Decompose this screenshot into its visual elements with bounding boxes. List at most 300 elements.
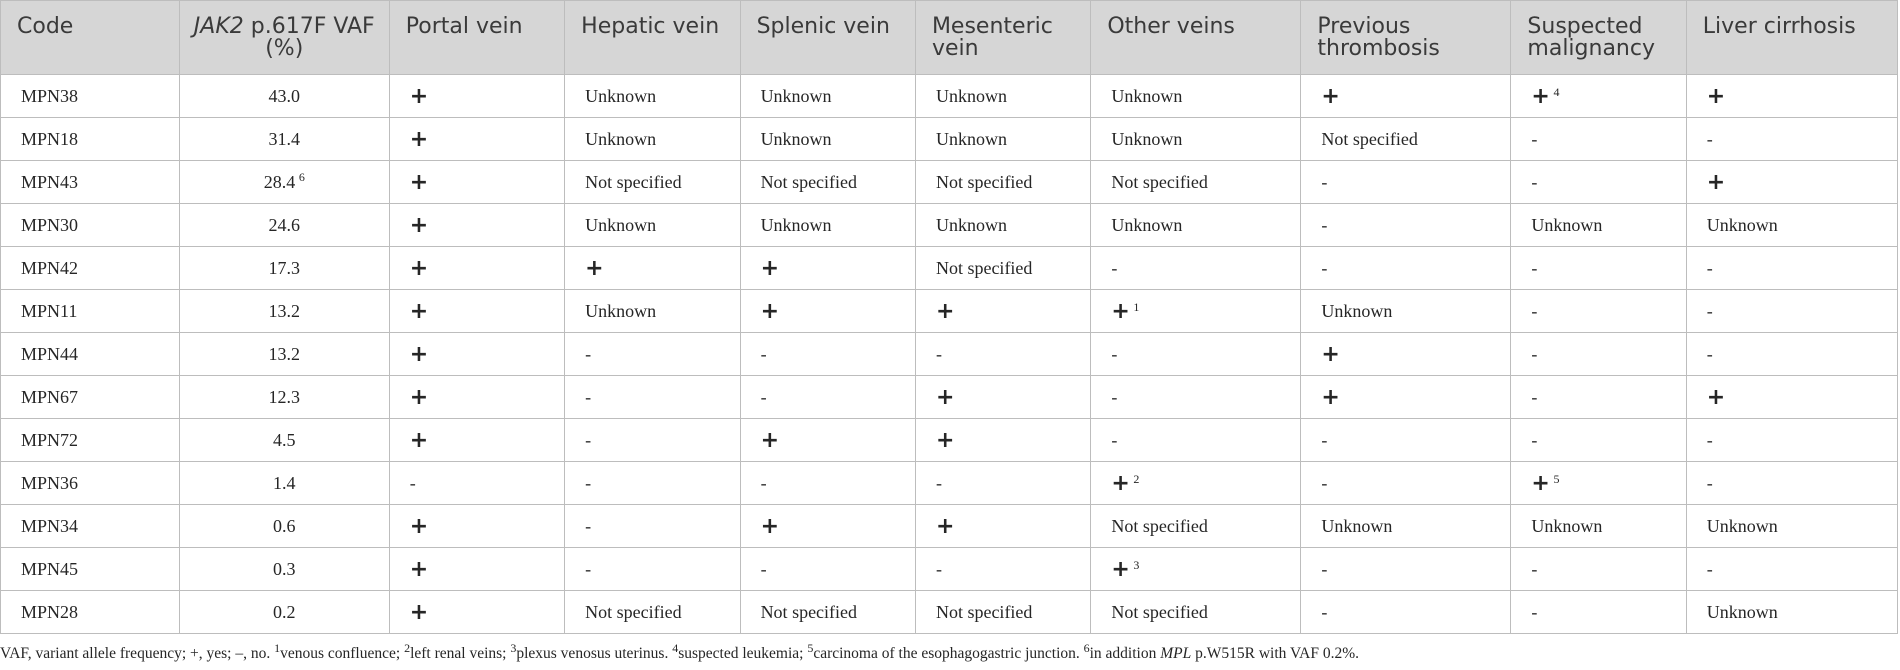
cell-liver-cirrhosis-value: - — [1706, 343, 1713, 364]
cell-splenic-vein-value: Unknown — [760, 214, 832, 235]
cell-hepatic-vein-value: - — [585, 515, 592, 536]
cell-mesenteric-vein — [915, 548, 1090, 591]
table-row — [1, 505, 1898, 548]
cell-hepatic-vein-value: - — [585, 343, 592, 364]
table-footnote — [0, 640, 1898, 663]
cell-mesenteric-vein-value: - — [935, 343, 942, 364]
footnote-text-4: suspected leukemia; — [678, 645, 804, 662]
cell-mesenteric-vein — [915, 376, 1090, 419]
cell-portal-vein-value: - — [409, 472, 416, 493]
cell-vaf — [179, 118, 389, 161]
cell-previous-thrombosis-value: Unknown — [1321, 300, 1393, 321]
header-splenic-vein: Splenic vein — [740, 1, 915, 75]
cell-other-veins-value: Not specified — [1111, 171, 1208, 192]
cell-previous-thrombosis — [1301, 161, 1511, 204]
cell-vaf-value: 13.2 — [268, 300, 301, 321]
table-row — [1, 333, 1898, 376]
cell-portal-vein-value: + — [409, 513, 429, 539]
cell-vaf — [179, 247, 389, 290]
cell-portal-vein — [389, 591, 564, 634]
cell-hepatic-vein-value: Unknown — [585, 128, 657, 149]
header-mesenteric-vein: Mesenteric vein — [915, 1, 1090, 75]
cell-other-veins — [1091, 548, 1301, 591]
cell-vaf — [179, 290, 389, 333]
cell-portal-vein — [389, 333, 564, 376]
footnote-gene-mpl: MPL — [1160, 645, 1192, 662]
table-row — [1, 290, 1898, 333]
cell-mesenteric-vein — [915, 118, 1090, 161]
cell-suspected-malignancy-footnote-mark: 4 — [1553, 84, 1560, 99]
footnote-abbreviations: VAF, variant allele frequency; +, yes; –, no. — [0, 645, 271, 662]
cell-vaf-value: 12.3 — [268, 386, 301, 407]
table-body — [1, 75, 1898, 634]
cell-mesenteric-vein-value: Unknown — [935, 85, 1007, 106]
table-row — [1, 118, 1898, 161]
cell-liver-cirrhosis — [1686, 118, 1897, 161]
cell-mesenteric-vein-value: + — [935, 384, 955, 410]
header-portal-vein: Portal vein — [389, 1, 564, 75]
cell-vaf-value: 24.6 — [268, 214, 301, 235]
header-suspected-malignancy: Suspected malignancy — [1511, 1, 1686, 75]
cell-mesenteric-vein — [915, 591, 1090, 634]
cell-portal-vein-value: + — [409, 384, 429, 410]
cell-vaf-footnote-mark: 6 — [298, 169, 305, 184]
cell-splenic-vein — [740, 247, 915, 290]
cell-hepatic-vein-value: Not specified — [585, 171, 682, 192]
cell-suspected-malignancy-value: - — [1531, 601, 1538, 622]
cell-splenic-vein — [740, 75, 915, 118]
cell-suspected-malignancy-value: - — [1531, 429, 1538, 450]
cell-liver-cirrhosis-value: + — [1706, 384, 1726, 410]
cell-liver-cirrhosis — [1686, 548, 1897, 591]
cell-mesenteric-vein-value: Unknown — [935, 214, 1007, 235]
cell-other-veins-value: Unknown — [1111, 214, 1183, 235]
cell-code-value: MPN38 — [21, 85, 79, 106]
cell-code — [1, 161, 180, 204]
cell-vaf-value: 13.2 — [268, 343, 301, 364]
footnote-text-2: left renal veins; — [410, 645, 507, 662]
cell-suspected-malignancy — [1511, 591, 1686, 634]
cell-mesenteric-vein-value: Not specified — [935, 257, 1033, 278]
cell-vaf — [179, 548, 389, 591]
cell-vaf-value: 0.6 — [273, 515, 296, 536]
cell-splenic-vein — [740, 333, 915, 376]
cell-splenic-vein — [740, 419, 915, 462]
cell-liver-cirrhosis — [1686, 75, 1897, 118]
cell-suspected-malignancy — [1511, 118, 1686, 161]
cell-code — [1, 548, 180, 591]
cell-code — [1, 333, 180, 376]
cell-portal-vein-value: + — [409, 255, 429, 281]
cell-suspected-malignancy-value: - — [1531, 343, 1538, 364]
cell-portal-vein — [389, 247, 564, 290]
cell-mesenteric-vein — [915, 419, 1090, 462]
cell-suspected-malignancy-value: - — [1531, 171, 1538, 192]
table-row — [1, 419, 1898, 462]
cell-mesenteric-vein-value: + — [935, 513, 955, 539]
cell-mesenteric-vein — [915, 462, 1090, 505]
cell-previous-thrombosis-value: - — [1321, 429, 1328, 450]
cell-code-value: MPN36 — [21, 472, 79, 493]
cell-portal-vein-value: + — [409, 126, 429, 152]
table-row — [1, 462, 1898, 505]
cell-other-veins-footnote-mark: 2 — [1133, 471, 1140, 486]
cell-splenic-vein-value: - — [760, 558, 767, 579]
cell-liver-cirrhosis-value: + — [1706, 83, 1726, 109]
cell-hepatic-vein-value: Unknown — [585, 214, 657, 235]
cell-vaf-value: 0.2 — [273, 601, 296, 622]
cell-other-veins-value: - — [1111, 386, 1118, 407]
cell-vaf-value: 28.4 — [263, 171, 296, 192]
cell-splenic-vein-value: Unknown — [760, 85, 832, 106]
cell-previous-thrombosis — [1301, 118, 1511, 161]
header-vaf-label: p.617F VAF (%) — [250, 14, 375, 61]
cell-code-value: MPN72 — [21, 429, 79, 450]
cell-splenic-vein-value: - — [760, 472, 767, 493]
cell-hepatic-vein — [565, 333, 740, 376]
cell-other-veins-footnote-mark: 1 — [1133, 299, 1140, 314]
cell-mesenteric-vein — [915, 204, 1090, 247]
cell-splenic-vein-value: + — [760, 427, 779, 453]
cell-suspected-malignancy-value: - — [1531, 386, 1538, 407]
cell-previous-thrombosis — [1301, 204, 1511, 247]
footnote-mark-5: 5 — [807, 640, 814, 655]
cell-other-veins-value: - — [1111, 429, 1118, 450]
cell-suspected-malignancy — [1511, 419, 1686, 462]
cell-liver-cirrhosis — [1686, 505, 1897, 548]
cell-code-value: MPN18 — [21, 128, 79, 149]
cell-splenic-vein — [740, 591, 915, 634]
cell-other-veins — [1091, 462, 1301, 505]
cell-splenic-vein — [740, 204, 915, 247]
cell-mesenteric-vein-value: + — [935, 427, 955, 453]
cell-hepatic-vein-value: - — [585, 429, 592, 450]
cell-other-veins-value: Unknown — [1111, 128, 1183, 149]
cell-liver-cirrhosis-value: Unknown — [1706, 214, 1778, 235]
cell-other-veins-value: Unknown — [1111, 85, 1183, 106]
cell-other-veins — [1091, 204, 1301, 247]
cell-vaf-value: 43.0 — [268, 85, 301, 106]
cell-splenic-vein-value: + — [760, 255, 779, 281]
table-row — [1, 376, 1898, 419]
cell-suspected-malignancy — [1511, 548, 1686, 591]
cell-hepatic-vein — [565, 376, 740, 419]
cell-splenic-vein — [740, 118, 915, 161]
cell-previous-thrombosis — [1301, 548, 1511, 591]
cell-hepatic-vein — [565, 505, 740, 548]
cell-previous-thrombosis-value: - — [1321, 601, 1328, 622]
table-row — [1, 591, 1898, 634]
cell-code-value: MPN67 — [21, 386, 79, 407]
cell-other-veins-value: Not specified — [1111, 515, 1208, 536]
cell-suspected-malignancy — [1511, 161, 1686, 204]
cell-previous-thrombosis-value: - — [1321, 257, 1328, 278]
cell-mesenteric-vein-value: Not specified — [935, 601, 1033, 622]
cell-other-veins-value: + — [1111, 470, 1130, 496]
cell-portal-vein — [389, 75, 564, 118]
cell-vaf-value: 17.3 — [268, 257, 301, 278]
cell-portal-vein — [389, 505, 564, 548]
cell-portal-vein-value: + — [409, 341, 429, 367]
cell-liver-cirrhosis-value: + — [1706, 169, 1726, 195]
cell-liver-cirrhosis-value: Unknown — [1706, 601, 1778, 622]
cell-other-veins — [1091, 591, 1301, 634]
cell-splenic-vein — [740, 462, 915, 505]
footnote-mark-3: 3 — [510, 640, 517, 655]
cell-splenic-vein-value: Not specified — [760, 601, 858, 622]
cell-hepatic-vein-value: + — [585, 255, 604, 281]
cell-hepatic-vein — [565, 548, 740, 591]
cell-code-value: MPN45 — [21, 558, 79, 579]
table-header-row — [1, 1, 1898, 75]
cell-vaf — [179, 75, 389, 118]
cell-suspected-malignancy — [1511, 247, 1686, 290]
cell-suspected-malignancy — [1511, 462, 1686, 505]
cell-splenic-vein-value: + — [760, 513, 779, 539]
cell-hepatic-vein — [565, 462, 740, 505]
cell-suspected-malignancy-value: - — [1531, 300, 1538, 321]
table-row — [1, 548, 1898, 591]
footnote-text-3: plexus venosus uterinus. — [516, 645, 669, 662]
cell-mesenteric-vein-value: - — [935, 558, 942, 579]
cell-previous-thrombosis — [1301, 419, 1511, 462]
cell-portal-vein — [389, 376, 564, 419]
cell-vaf — [179, 591, 389, 634]
cell-previous-thrombosis — [1301, 290, 1511, 333]
cell-other-veins-value: Not specified — [1111, 601, 1208, 622]
cell-liver-cirrhosis — [1686, 247, 1897, 290]
cell-liver-cirrhosis-value: - — [1706, 472, 1713, 493]
table-row — [1, 247, 1898, 290]
cell-mesenteric-vein — [915, 290, 1090, 333]
cell-code-value: MPN42 — [21, 257, 79, 278]
cell-code — [1, 376, 180, 419]
cell-splenic-vein — [740, 505, 915, 548]
cell-vaf — [179, 204, 389, 247]
cell-splenic-vein-value: - — [760, 386, 767, 407]
cell-vaf — [179, 376, 389, 419]
cell-liver-cirrhosis-value: - — [1706, 429, 1713, 450]
cell-suspected-malignancy — [1511, 333, 1686, 376]
cell-code — [1, 204, 180, 247]
cell-vaf-value: 4.5 — [273, 429, 296, 450]
cell-code-value: MPN30 — [21, 214, 79, 235]
cell-hepatic-vein — [565, 247, 740, 290]
cell-mesenteric-vein — [915, 75, 1090, 118]
cell-hepatic-vein-value: Unknown — [585, 300, 657, 321]
cell-code-value: MPN34 — [21, 515, 79, 536]
cell-liver-cirrhosis-value: - — [1706, 558, 1713, 579]
cell-portal-vein — [389, 290, 564, 333]
cell-portal-vein — [389, 548, 564, 591]
cell-liver-cirrhosis — [1686, 376, 1897, 419]
cell-splenic-vein — [740, 376, 915, 419]
cell-vaf — [179, 505, 389, 548]
cell-liver-cirrhosis — [1686, 161, 1897, 204]
cell-suspected-malignancy — [1511, 376, 1686, 419]
cell-code — [1, 462, 180, 505]
cell-portal-vein — [389, 204, 564, 247]
cell-hepatic-vein — [565, 290, 740, 333]
cell-suspected-malignancy-value: + — [1531, 470, 1550, 496]
cell-suspected-malignancy — [1511, 290, 1686, 333]
cell-previous-thrombosis — [1301, 505, 1511, 548]
cell-hepatic-vein — [565, 591, 740, 634]
cell-mesenteric-vein — [915, 333, 1090, 376]
cell-liver-cirrhosis-value: Unknown — [1706, 515, 1778, 536]
cell-suspected-malignancy-value: Unknown — [1531, 515, 1603, 536]
cell-liver-cirrhosis — [1686, 333, 1897, 376]
cell-code-value: MPN11 — [21, 300, 78, 321]
cell-suspected-malignancy-value: + — [1531, 83, 1550, 109]
cell-vaf-value: 31.4 — [268, 128, 301, 149]
cell-other-veins — [1091, 290, 1301, 333]
cell-previous-thrombosis-value: - — [1321, 558, 1328, 579]
cell-vaf-value: 1.4 — [273, 472, 296, 493]
cell-other-veins — [1091, 247, 1301, 290]
cell-suspected-malignancy-value: - — [1531, 257, 1538, 278]
cell-previous-thrombosis-value: - — [1321, 171, 1328, 192]
footnote-mark-6: 6 — [1083, 640, 1090, 655]
cell-previous-thrombosis — [1301, 591, 1511, 634]
cell-vaf — [179, 419, 389, 462]
cell-hepatic-vein — [565, 204, 740, 247]
footnote-text-1: venous confluence; — [280, 645, 401, 662]
cell-previous-thrombosis — [1301, 75, 1511, 118]
cell-mesenteric-vein — [915, 505, 1090, 548]
cell-previous-thrombosis — [1301, 333, 1511, 376]
cell-portal-vein — [389, 419, 564, 462]
cell-previous-thrombosis-value: + — [1321, 384, 1340, 410]
cell-mesenteric-vein — [915, 161, 1090, 204]
cell-portal-vein-value: + — [409, 298, 429, 324]
cell-code-value: MPN44 — [21, 343, 79, 364]
cell-suspected-malignancy-footnote-mark: 5 — [1553, 471, 1560, 486]
cell-vaf-value: 0.3 — [273, 558, 296, 579]
cell-splenic-vein-value: Unknown — [760, 128, 832, 149]
cell-portal-vein-value: + — [409, 212, 429, 238]
cell-splenic-vein — [740, 290, 915, 333]
cell-suspected-malignancy — [1511, 505, 1686, 548]
cell-other-veins — [1091, 118, 1301, 161]
header-hepatic-vein: Hepatic vein — [565, 1, 740, 75]
header-code: Code — [1, 1, 180, 75]
footnote-mark-2: 2 — [404, 640, 411, 655]
header-vaf-gene: JAK2 — [193, 14, 244, 39]
cell-other-veins — [1091, 161, 1301, 204]
cell-hepatic-vein-value: Unknown — [585, 85, 657, 106]
cell-liver-cirrhosis-value: - — [1706, 257, 1713, 278]
cell-code-value: MPN28 — [21, 601, 79, 622]
cell-portal-vein — [389, 462, 564, 505]
cell-other-veins-value: + — [1111, 556, 1130, 582]
cell-hepatic-vein-value: - — [585, 386, 592, 407]
cell-previous-thrombosis — [1301, 376, 1511, 419]
cell-previous-thrombosis-value: + — [1321, 83, 1340, 109]
cell-liver-cirrhosis-value: - — [1706, 300, 1713, 321]
cell-hepatic-vein-value: - — [585, 558, 592, 579]
cell-liver-cirrhosis — [1686, 419, 1897, 462]
header-previous-thrombosis: Previous thrombosis — [1301, 1, 1511, 75]
cell-portal-vein-value: + — [409, 427, 429, 453]
cell-other-veins-value: - — [1111, 257, 1118, 278]
footnote-text-6a: in addition — [1089, 645, 1157, 662]
cell-other-veins-value: + — [1111, 298, 1130, 324]
cell-portal-vein-value: + — [409, 83, 429, 109]
cell-liver-cirrhosis — [1686, 591, 1897, 634]
cell-portal-vein-value: + — [409, 599, 429, 625]
cell-splenic-vein-value: Not specified — [760, 171, 858, 192]
cell-portal-vein-value: + — [409, 556, 429, 582]
cell-hepatic-vein — [565, 118, 740, 161]
cell-suspected-malignancy-value: - — [1531, 128, 1538, 149]
cell-portal-vein — [389, 118, 564, 161]
cell-liver-cirrhosis — [1686, 290, 1897, 333]
cell-portal-vein — [389, 161, 564, 204]
cell-hepatic-vein-value: - — [585, 472, 592, 493]
cell-splenic-vein — [740, 548, 915, 591]
cell-hepatic-vein — [565, 75, 740, 118]
footnote-text-5: carcinoma of the esophagogastric junction. — [813, 645, 1080, 662]
cell-hepatic-vein — [565, 161, 740, 204]
cell-other-veins — [1091, 419, 1301, 462]
table-row — [1, 161, 1898, 204]
cell-other-veins-value: - — [1111, 343, 1118, 364]
cell-suspected-malignancy-value: - — [1531, 558, 1538, 579]
cell-code — [1, 591, 180, 634]
cell-code — [1, 75, 180, 118]
cell-other-veins-footnote-mark: 3 — [1133, 557, 1140, 572]
cell-other-veins — [1091, 505, 1301, 548]
cell-mesenteric-vein-value: Not specified — [935, 171, 1033, 192]
cell-other-veins — [1091, 333, 1301, 376]
cell-previous-thrombosis-value: - — [1321, 472, 1328, 493]
cell-splenic-vein-value: - — [760, 343, 767, 364]
cell-code-value: MPN43 — [21, 171, 79, 192]
cell-hepatic-vein — [565, 419, 740, 462]
cell-code — [1, 118, 180, 161]
cell-mesenteric-vein-value: - — [935, 472, 942, 493]
cell-hepatic-vein-value: Not specified — [585, 601, 682, 622]
cell-code — [1, 419, 180, 462]
cell-suspected-malignancy — [1511, 75, 1686, 118]
cell-code — [1, 505, 180, 548]
cell-code — [1, 290, 180, 333]
cell-code — [1, 247, 180, 290]
cell-liver-cirrhosis-value: - — [1706, 128, 1713, 149]
cell-previous-thrombosis-value: - — [1321, 214, 1328, 235]
cell-suspected-malignancy-value: Unknown — [1531, 214, 1603, 235]
footnote-mark-1: 1 — [274, 640, 281, 655]
table-row — [1, 75, 1898, 118]
cell-mesenteric-vein-value: + — [935, 298, 955, 324]
cell-mesenteric-vein — [915, 247, 1090, 290]
cell-liver-cirrhosis — [1686, 204, 1897, 247]
cell-vaf — [179, 161, 389, 204]
cell-suspected-malignancy — [1511, 204, 1686, 247]
cell-splenic-vein — [740, 161, 915, 204]
cell-portal-vein-value: + — [409, 169, 429, 195]
header-vaf — [179, 1, 389, 75]
header-liver-cirrhosis: Liver cirrhosis — [1686, 1, 1897, 75]
footnote-text-6b: p.W515R with VAF 0.2%. — [1195, 645, 1360, 662]
cell-previous-thrombosis-value: Not specified — [1321, 128, 1418, 149]
cell-previous-thrombosis — [1301, 462, 1511, 505]
cell-splenic-vein-value: + — [760, 298, 779, 324]
cell-mesenteric-vein-value: Unknown — [935, 128, 1007, 149]
cell-liver-cirrhosis — [1686, 462, 1897, 505]
header-other-veins: Other veins — [1091, 1, 1301, 75]
